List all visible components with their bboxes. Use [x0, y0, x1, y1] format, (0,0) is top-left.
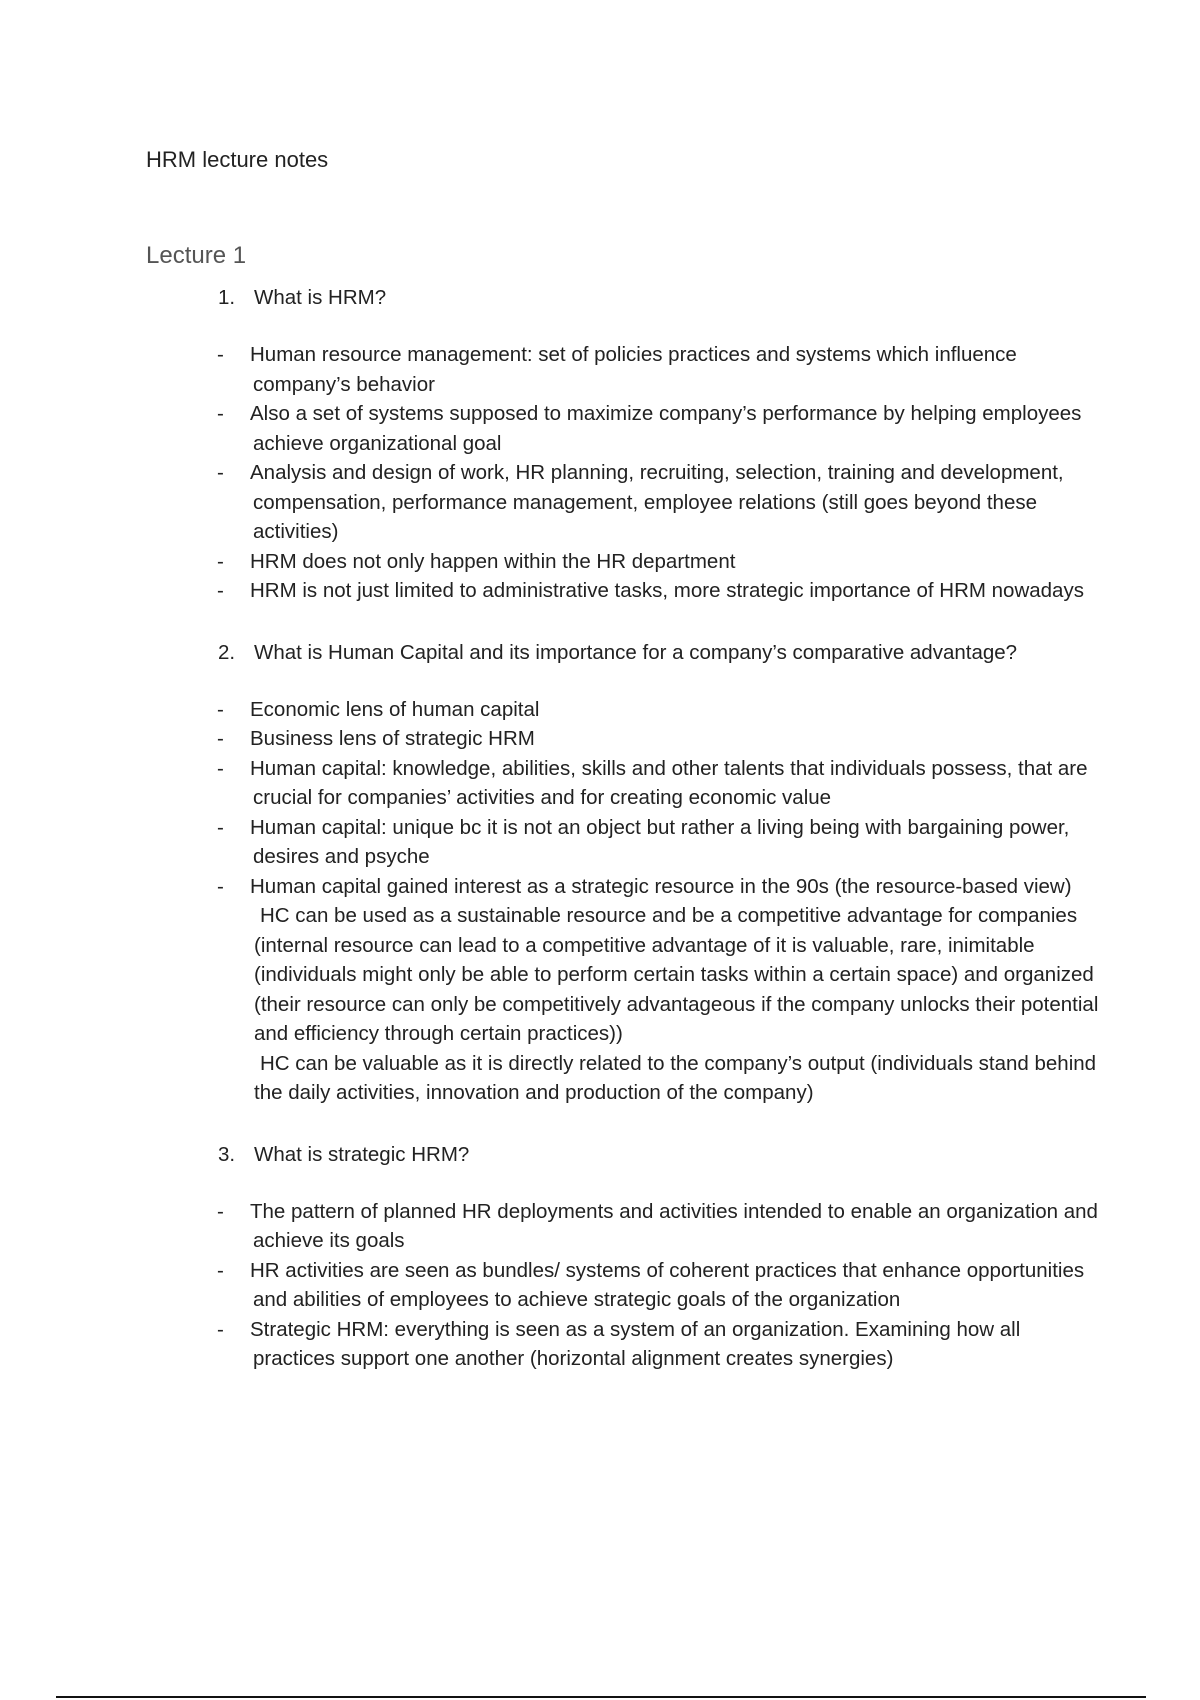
bullet-text: The pattern of planned HR deployments and activities intended to enable an organization and achieve its goals — [250, 1199, 1098, 1252]
bullet-item — [0, 1315, 1200, 1374]
bullet-item — [0, 547, 1200, 577]
bullet-item — [0, 576, 1200, 606]
bullet-text: Human capital: unique bc it is not an object but rather a living being with bargaining power, desires and psyche — [250, 815, 1070, 868]
question-heading — [0, 283, 1200, 312]
continuation-paragraph — [0, 901, 1200, 1049]
question-number: 1. — [218, 286, 236, 309]
question-heading — [0, 638, 1200, 667]
bullet-dash: - — [217, 1317, 224, 1341]
bullet-item — [0, 872, 1200, 902]
bullet-text: Business lens of strategic HRM — [250, 727, 535, 750]
bullet-text: HR activities are seen as bundles/ systems of coherent practices that enhance opportunities and abilities of employees to achieve strategic goals of the organization — [250, 1258, 1085, 1311]
bullet-item — [0, 399, 1200, 458]
bullet-item — [0, 458, 1200, 547]
section-3 — [0, 1140, 1200, 1374]
page-bottom-rule — [56, 1696, 1146, 1698]
bullet-text: Also a set of systems supposed to maximize company’s performance by helping employees achieve organizational goal — [250, 402, 1082, 455]
bullet-dash: - — [217, 874, 224, 898]
bullet-text: Strategic HRM: everything is seen as a system of an organization. Examining how all practices support one another (horizontal alignment creates synergies) — [250, 1317, 1021, 1370]
section-2 — [0, 638, 1200, 1108]
bullet-item — [0, 340, 1200, 399]
bullet-item — [0, 754, 1200, 813]
lecture-content — [0, 283, 1200, 1406]
bullet-dash: - — [217, 697, 224, 721]
bullet-text: Human capital: knowledge, abilities, skills and other talents that individuals possess, that are crucial for companies’ activities and for creating economic value — [250, 756, 1088, 809]
bullet-dash: - — [217, 402, 224, 425]
bullet-list — [0, 340, 1200, 606]
continuation-paragraph — [0, 1049, 1200, 1108]
bullet-item — [0, 1256, 1200, 1315]
bullet-dash: - — [217, 343, 224, 366]
bullet-dash: - — [217, 756, 224, 780]
bullet-dash: - — [217, 461, 224, 484]
bullet-text: HRM does not only happen within the HR department — [250, 549, 736, 573]
section-1 — [0, 283, 1200, 606]
bullet-text: Human capital gained interest as a strategic resource in the 90s (the resource-based view) — [250, 874, 1072, 898]
question-heading — [0, 1140, 1200, 1169]
question-number: 2. — [218, 640, 236, 664]
bullet-text: HRM is not just limited to administrative tasks, more strategic importance of HRM nowadays — [250, 579, 1084, 602]
bullet-item — [0, 724, 1200, 754]
bullet-text: Human resource management: set of policies practices and systems which influence company’s behavior — [250, 343, 1017, 396]
bullet-text: Economic lens of human capital — [250, 697, 540, 721]
bullet-text: Analysis and design of work, HR planning, recruiting, selection, training and development, compensation, performance management, employee relations (still goes beyond these activities) — [250, 461, 1064, 543]
question-number: 3. — [218, 1142, 236, 1166]
question-text: What is strategic HRM? — [254, 1142, 470, 1166]
lecture-heading: Lecture 1 — [146, 242, 247, 269]
bullet-dash: - — [217, 1199, 224, 1223]
bullet-dash: - — [217, 579, 224, 602]
bullet-list — [0, 1197, 1200, 1374]
continuation-text: HC can be used as a sustainable resource and be a competitive advantage for companies (internal resource can lead to a competitive advantage of it is valuable, rare, inimitable (individuals might only be able to perform certain tasks within a certain space) and organized (their resource can only be competitively advantageous if the company unlocks their potential and efficiency through certain practices)) — [254, 904, 1099, 1045]
bullet-list — [0, 695, 1200, 902]
bullet-dash: - — [217, 815, 224, 839]
bullet-dash: - — [217, 727, 224, 750]
question-text: What is Human Capital and its importance for a company’s comparative advantage? — [254, 640, 1018, 664]
bullet-dash: - — [217, 1258, 224, 1282]
bullet-item — [0, 813, 1200, 872]
question-text: What is HRM? — [254, 286, 387, 309]
document-title: HRM lecture notes — [146, 147, 329, 172]
continuation-text: HC can be valuable as it is directly related to the company’s output (individuals stand behind the daily activities, innovation and production of the company) — [254, 1051, 1097, 1104]
bullet-item — [0, 1197, 1200, 1256]
bullet-dash: - — [217, 549, 224, 573]
bullet-item — [0, 695, 1200, 725]
